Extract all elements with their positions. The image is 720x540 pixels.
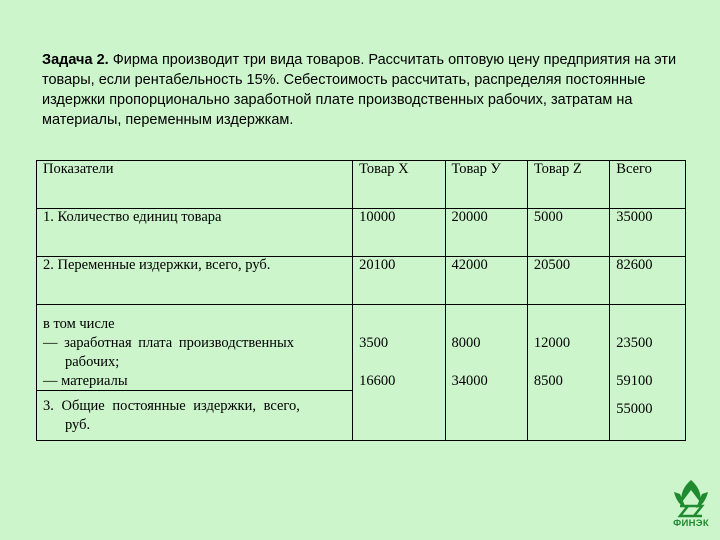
header-indicators: Показатели — [37, 161, 353, 209]
table-row — [37, 305, 686, 441]
cell-quantity-x: 10000 — [353, 209, 445, 257]
cell-quantity-y: 20000 — [445, 209, 527, 257]
row-divider — [36, 390, 353, 391]
label-fixed-costs-cont: руб. — [65, 417, 91, 433]
task-statement — [42, 50, 692, 130]
cell-breakdown-z — [527, 305, 609, 441]
cell-wage-total: 23500 — [616, 335, 653, 351]
cell-wage-x: 3500 — [359, 335, 389, 351]
cell-materials-total: 59100 — [616, 373, 653, 389]
task-text: Фирма производит три вида товаров. Рассчитать оптовую цену предприятия на эти товары, если рентабельность 15%. Себестоимость рассчитать, распределяя постоянные издержки пропорционально заработной плате производственных рабочих, затратам на материалы, переменным издержкам. — [42, 52, 677, 128]
cell-variable-x: 20100 — [353, 257, 445, 305]
cell-breakdown-total — [610, 305, 686, 441]
label-materials: — материалы — [43, 373, 128, 389]
label-wage: — заработная плата производственных — [43, 335, 295, 351]
cell-wage-y: 8000 — [451, 335, 481, 351]
cell-quantity-z: 5000 — [527, 209, 609, 257]
cell-quantity-total: 35000 — [610, 209, 686, 257]
table-row — [37, 257, 686, 305]
cell-variable-y: 42000 — [445, 257, 527, 305]
header-product-z: Товар Z — [527, 161, 609, 209]
cell-breakdown-x — [353, 305, 445, 441]
table-row — [37, 209, 686, 257]
header-product-x: Товар Х — [353, 161, 445, 209]
header-total: Всего — [610, 161, 686, 209]
header-product-y: Товар У — [445, 161, 527, 209]
logo-text: ФИНЭК — [673, 518, 709, 529]
data-table — [36, 160, 686, 441]
row-label-quantity: 1. Количество единиц товара — [37, 209, 353, 257]
cell-variable-total: 82600 — [610, 257, 686, 305]
cell-variable-z: 20500 — [527, 257, 609, 305]
label-fixed-costs: 3. Общие постоянные издержки, всего, — [43, 398, 300, 414]
table-header-row — [37, 161, 686, 209]
cell-materials-z: 8500 — [533, 373, 563, 389]
cell-materials-x: 16600 — [359, 373, 396, 389]
cell-breakdown-y — [445, 305, 527, 441]
label-wage-cont: рабочих; — [65, 354, 120, 370]
cell-fixed-total: 55000 — [616, 401, 653, 417]
row-label-breakdown — [37, 305, 353, 441]
finec-logo — [666, 476, 716, 532]
label-including: в том числе — [43, 316, 115, 332]
row-label-variable-costs: 2. Переменные издержки, всего, руб. — [37, 257, 353, 305]
task-title: Задача 2. — [42, 52, 109, 68]
cell-wage-z: 12000 — [533, 335, 571, 351]
cell-materials-y: 34000 — [451, 373, 488, 389]
